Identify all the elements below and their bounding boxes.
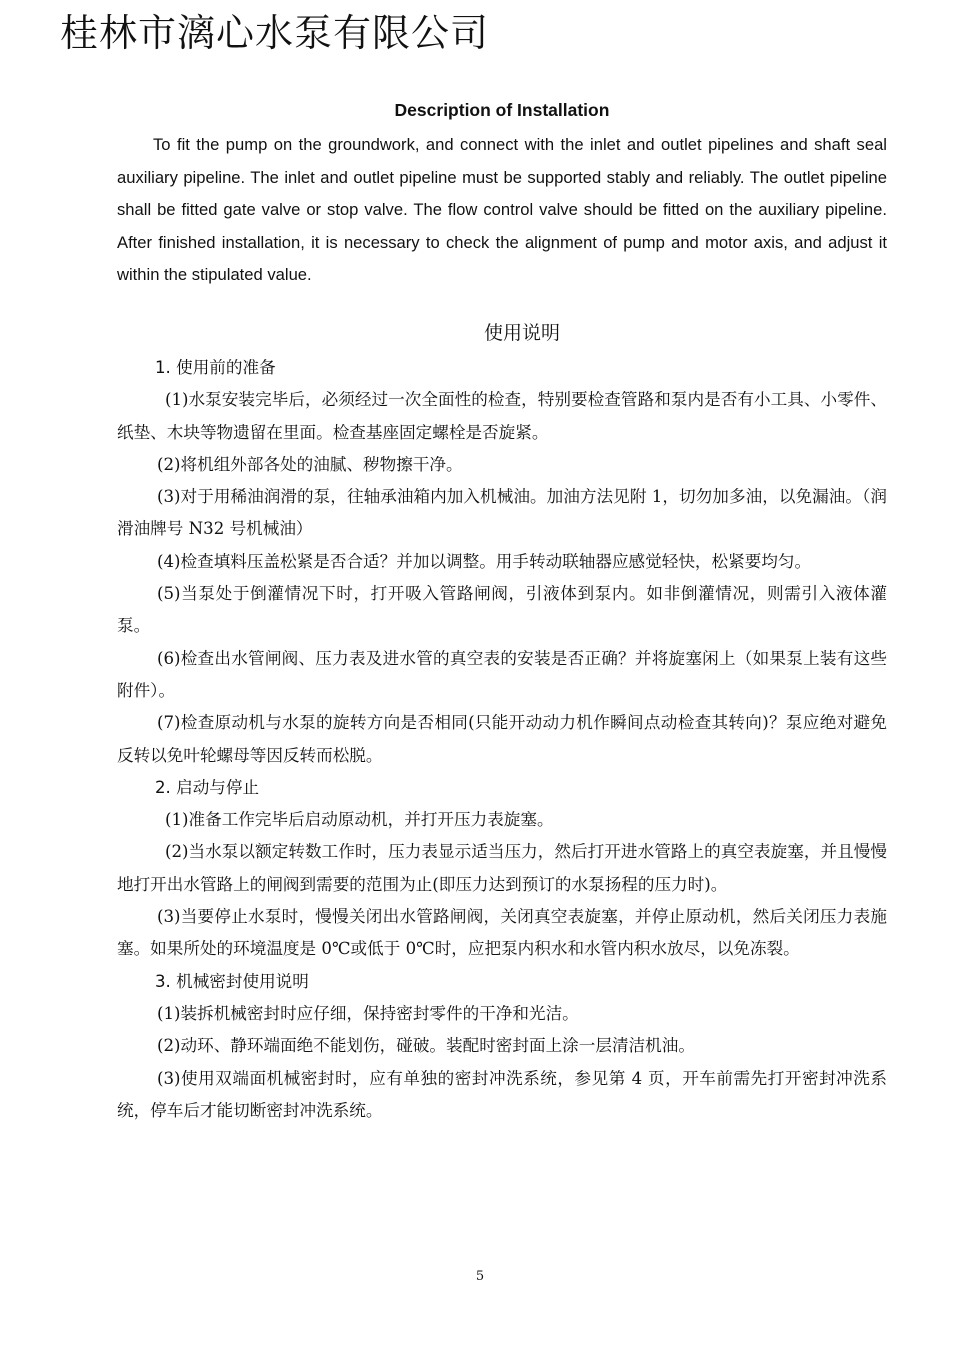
- list-item: (6)检查出水管闸阀、压力表及进水管的真空表的安装是否正确？并将旋塞闲上（如果泵上装有这些附件）。: [117, 648, 887, 700]
- list-item: (4)检查填料压盖松紧是否合适？并加以调整。用手转动联轴器应感觉轻快，松紧要均匀。: [157, 551, 812, 571]
- section-mechanical-seal: [117, 966, 887, 1127]
- list-item: (3)对于用稀油润滑的泵，往轴承油箱内加入机械油。加油方法见附 1，切勿加多油，以免漏油。（润滑油牌号 N32 号机械油）: [117, 487, 887, 539]
- english-section: [117, 98, 887, 292]
- list-item: (1)装拆机械密封时应仔细，保持密封零件的干净和光洁。: [157, 1003, 579, 1023]
- list-item: (5)当泵处于倒灌情况下时，打开吸入管路闸阀，引液体到泵内。如非倒灌情况，则需引入液体灌泵。: [117, 584, 887, 636]
- list-item: (1)水泵安装完毕后，必须经过一次全面性的检查，特别要检查管路和泵内是否有小工具、小零件、纸垫、木块等物遗留在里面。检查基座固定螺栓是否旋紧。: [117, 390, 887, 442]
- list-item: (3)使用双端面机械密封时，应有单独的密封冲洗系统，参见第 4 页，开车前需先打开密封冲洗系统，停车后才能切断密封冲洗系统。: [117, 1068, 887, 1120]
- page-number: 5: [475, 1269, 485, 1284]
- section-title: 2. 启动与停止: [155, 777, 260, 797]
- item-text: (7)检查原动机与水泵的旋转方向是否相同(: [157, 713, 475, 733]
- list-item: (2)当水泵以额定转数工作时，压力表显示适当压力，然后打开进水管路上的真空表旋塞，并且慢慢地打开出水管路上的闸阀到需要的范围为止(即压力达到预订的水泵扬程的压力时)。: [117, 842, 887, 894]
- english-heading: Description of Installation: [394, 100, 610, 120]
- section-start-stop: [117, 772, 887, 966]
- section-title: 3. 机械密封使用说明: [155, 971, 309, 991]
- item-emphasis: 只能开动动力机作瞬间点动检查其转向: [474, 713, 763, 733]
- list-item: (2)动环、静环端面绝不能划伤，碰破。装配时密封面上涂一层清洁机油。: [157, 1036, 695, 1056]
- english-paragraph: To fit the pump on the groundwork, and connect with the inlet and outlet pipelines and shaft seal auxiliary pipeline. The inlet and outlet pipeline must be supported stably and reliably. The outlet pipeline shall be fitted gate valve or stop valve. The flow control valve should be fitted on the auxiliary pipeline. After finished installation, it is necessary to check the alignment of pump and motor axis, and adjust it within the stipulated value.: [117, 135, 887, 284]
- chinese-section: [117, 318, 887, 1127]
- section-preparation: [117, 352, 887, 772]
- company-name: 桂林市漓心水泵有限公司: [60, 11, 490, 55]
- item-text: )？泵应绝对避免反转以免叶轮螺母等因反转而松脱。: [117, 713, 887, 765]
- list-item: (3)当要停止水泵时，慢慢关闭出水管路闸阀，关闭真空表旋塞，并停止原动机，然后关闭压力表施塞。如果所处的环境温度是 0℃或低于 0℃时，应把泵内积水和水管内积水放尽，以免冻裂。: [117, 907, 887, 959]
- list-item: (2)将机组外部各处的油腻、秽物擦干净。: [157, 454, 463, 474]
- list-item: (1)准备工作完毕后启动原动机，并打开压力表旋塞。: [165, 810, 554, 830]
- chinese-heading: 使用说明: [483, 322, 560, 344]
- list-item: [117, 707, 887, 772]
- section-title: 1. 使用前的准备: [155, 358, 276, 377]
